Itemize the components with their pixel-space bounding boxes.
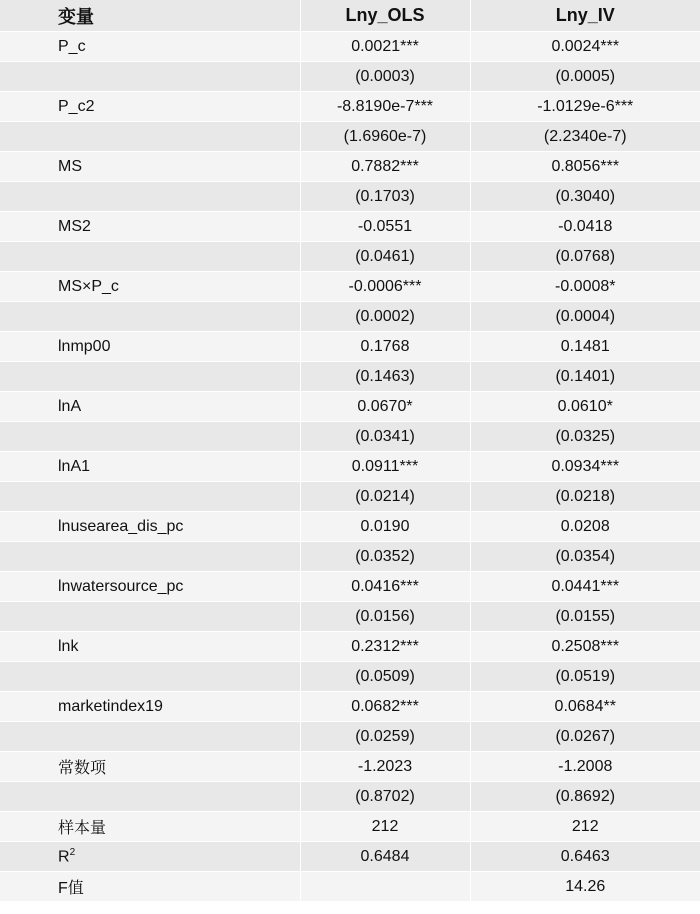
row-variable	[0, 62, 300, 92]
row-variable	[0, 662, 300, 692]
row-variable: lnwatersource_pc	[0, 572, 300, 602]
row-ols-value: (0.1703)	[300, 182, 470, 212]
row-ols-value: (0.0214)	[300, 482, 470, 512]
row-ols-value: (0.0509)	[300, 662, 470, 692]
row-variable	[0, 782, 300, 812]
row-iv-value: 212	[470, 812, 700, 842]
row-iv-value: 14.26	[470, 872, 700, 902]
row-iv-value: 0.0934***	[470, 452, 700, 482]
row-iv-value: (0.0519)	[470, 662, 700, 692]
row-iv-value: 0.6463	[470, 842, 700, 872]
row-ols-value: (0.0003)	[300, 62, 470, 92]
table-row	[0, 842, 700, 872]
row-variable	[0, 122, 300, 152]
row-iv-value: 0.2508***	[470, 632, 700, 662]
row-variable: 常数项	[0, 752, 300, 782]
table-row	[0, 332, 700, 362]
table-row	[0, 242, 700, 272]
table-row	[0, 452, 700, 482]
header-ols: Lny_OLS	[300, 0, 470, 32]
table-row	[0, 602, 700, 632]
table-row	[0, 542, 700, 572]
row-variable	[0, 362, 300, 392]
row-iv-value: (0.8692)	[470, 782, 700, 812]
row-ols-value: 0.0911***	[300, 452, 470, 482]
row-iv-value: (0.0005)	[470, 62, 700, 92]
table-row	[0, 752, 700, 782]
table-row	[0, 92, 700, 122]
table-body	[0, 32, 700, 902]
row-ols-value: 0.7882***	[300, 152, 470, 182]
row-ols-value: 0.6484	[300, 842, 470, 872]
row-iv-value: 0.1481	[470, 332, 700, 362]
row-ols-value: 0.0416***	[300, 572, 470, 602]
row-iv-value: (0.0004)	[470, 302, 700, 332]
row-ols-value: (0.0352)	[300, 542, 470, 572]
row-variable: P_c	[0, 32, 300, 62]
row-ols-value: 0.0670*	[300, 392, 470, 422]
row-ols-value: -0.0551	[300, 212, 470, 242]
header-variable: 变量	[0, 0, 300, 32]
row-variable: 样本量	[0, 812, 300, 842]
row-variable: MS	[0, 152, 300, 182]
row-variable	[0, 602, 300, 632]
row-iv-value: -1.2008	[470, 752, 700, 782]
table-row	[0, 482, 700, 512]
table-row	[0, 362, 700, 392]
row-ols-value: (0.0341)	[300, 422, 470, 452]
row-ols-value: -1.2023	[300, 752, 470, 782]
row-variable: MS×P_c	[0, 272, 300, 302]
row-variable	[0, 242, 300, 272]
row-variable: F值	[0, 872, 300, 902]
row-iv-value: (0.0768)	[470, 242, 700, 272]
row-iv-value: 0.8056***	[470, 152, 700, 182]
row-iv-value: (0.0155)	[470, 602, 700, 632]
row-variable: MS2	[0, 212, 300, 242]
row-ols-value: (0.0156)	[300, 602, 470, 632]
table-row	[0, 722, 700, 752]
row-iv-value: (0.0267)	[470, 722, 700, 752]
row-variable	[0, 422, 300, 452]
table-row	[0, 212, 700, 242]
row-ols-value: (1.6960e-7)	[300, 122, 470, 152]
row-iv-value: 0.0208	[470, 512, 700, 542]
table-row	[0, 662, 700, 692]
row-iv-value: 0.0610*	[470, 392, 700, 422]
row-ols-value: -0.0006***	[300, 272, 470, 302]
row-ols-value: 0.0021***	[300, 32, 470, 62]
row-variable: marketindex19	[0, 692, 300, 722]
row-ols-value: (0.1463)	[300, 362, 470, 392]
row-ols-value: 212	[300, 812, 470, 842]
row-iv-value: (0.0354)	[470, 542, 700, 572]
row-variable	[0, 722, 300, 752]
header-row	[0, 0, 700, 32]
row-variable: lnA	[0, 392, 300, 422]
row-variable: lnA1	[0, 452, 300, 482]
table-row	[0, 812, 700, 842]
row-variable: P_c2	[0, 92, 300, 122]
row-iv-value: (0.0218)	[470, 482, 700, 512]
table-row	[0, 632, 700, 662]
table-row	[0, 692, 700, 722]
row-ols-value: 0.0190	[300, 512, 470, 542]
row-ols-value: (0.0002)	[300, 302, 470, 332]
table-row	[0, 422, 700, 452]
table-row	[0, 62, 700, 92]
table-row	[0, 392, 700, 422]
row-ols-value: 0.2312***	[300, 632, 470, 662]
row-variable	[0, 302, 300, 332]
header-iv: Lny_IV	[470, 0, 700, 32]
row-variable	[0, 542, 300, 572]
row-ols-value: (0.8702)	[300, 782, 470, 812]
table-row	[0, 272, 700, 302]
table-row	[0, 872, 700, 902]
row-iv-value: -0.0418	[470, 212, 700, 242]
row-variable	[0, 482, 300, 512]
table-row	[0, 152, 700, 182]
row-ols-value: (0.0259)	[300, 722, 470, 752]
row-iv-value: (2.2340e-7)	[470, 122, 700, 152]
row-iv-value: (0.3040)	[470, 182, 700, 212]
table-row	[0, 572, 700, 602]
table-row	[0, 32, 700, 62]
row-ols-value: 0.0682***	[300, 692, 470, 722]
row-iv-value: 0.0684**	[470, 692, 700, 722]
row-iv-value: -1.0129e-6***	[470, 92, 700, 122]
row-variable: lnmp00	[0, 332, 300, 362]
row-variable: lnusearea_dis_pc	[0, 512, 300, 542]
table-row	[0, 302, 700, 332]
row-variable	[0, 842, 300, 872]
row-ols-value: -8.8190e-7***	[300, 92, 470, 122]
row-ols-value: (0.0461)	[300, 242, 470, 272]
row-variable: lnk	[0, 632, 300, 662]
row-variable	[0, 182, 300, 212]
row-iv-value: (0.1401)	[470, 362, 700, 392]
r-squared-superscript: 2	[69, 846, 76, 858]
table-row	[0, 512, 700, 542]
table-row	[0, 122, 700, 152]
row-iv-value: 0.0441***	[470, 572, 700, 602]
row-iv-value: 0.0024***	[470, 32, 700, 62]
table-row	[0, 782, 700, 812]
row-ols-value	[300, 872, 470, 902]
r-squared-base: R	[58, 848, 70, 866]
row-iv-value: (0.0325)	[470, 422, 700, 452]
row-ols-value: 0.1768	[300, 332, 470, 362]
table-row	[0, 182, 700, 212]
row-iv-value: -0.0008*	[470, 272, 700, 302]
